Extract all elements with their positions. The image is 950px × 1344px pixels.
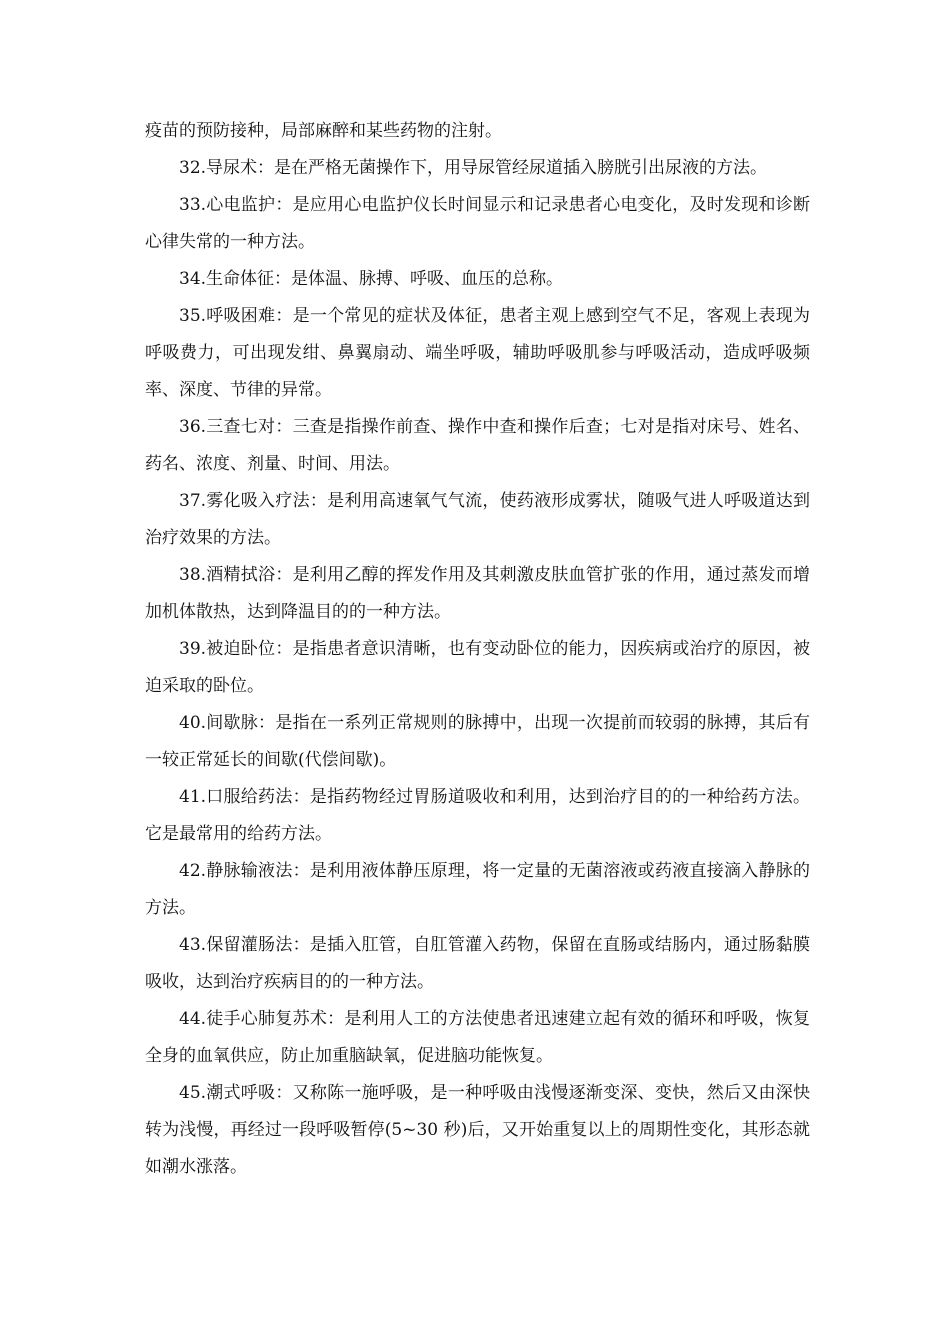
- paragraph-32: 32.导尿术：是在严格无菌操作下，用导尿管经尿道插入膀胱引出尿液的方法。: [179, 158, 768, 178]
- document-page: [145, 113, 810, 1186]
- paragraph-35: 35.呼吸困难：是一个常见的症状及体征，患者主观上感到空气不足，客观上表现为呼吸费力，可出现发绀、鼻翼扇动、端坐呼吸，辅助呼吸肌参与呼吸活动，造成呼吸频率、深度、节律的异常。: [145, 306, 810, 400]
- paragraph-43: 43.保留灌肠法：是插入肛管，自肛管灌入药物，保留在直肠或结肠内，通过肠黏膜吸收，达到治疗疾病目的的一种方法。: [145, 935, 810, 992]
- paragraph-0: 疫苗的预防接种，局部麻醉和某些药物的注射。: [145, 121, 502, 141]
- paragraph-33: 33.心电监护：是应用心电监护仪长时间显示和记录患者心电变化，及时发现和诊断心律失常的一种方法。: [145, 195, 810, 252]
- paragraph-39: 39.被迫卧位：是指患者意识清晰，也有变动卧位的能力，因疾病或治疗的原因，被迫采取的卧位。: [145, 639, 810, 696]
- paragraph-45: 45.潮式呼吸：又称陈一施呼吸，是一种呼吸由浅慢逐渐变深、变快，然后又由深快转为浅慢，再经过一段呼吸暂停(5~30 秒)后，又开始重复以上的周期性变化，其形态就如潮水涨落。: [145, 1083, 810, 1177]
- paragraph-42: 42.静脉输液法：是利用液体静压原理，将一定量的无菌溶液或药液直接滴入静脉的方法。: [145, 861, 810, 918]
- paragraph-44: 44.徒手心肺复苏术：是利用人工的方法使患者迅速建立起有效的循环和呼吸，恢复全身的血氧供应，防止加重脑缺氧，促进脑功能恢复。: [145, 1009, 810, 1066]
- paragraph-37: 37.雾化吸入疗法：是利用高速氧气气流，使药液形成雾状，随吸气进人呼吸道达到治疗效果的方法。: [145, 491, 810, 548]
- paragraph-34: 34.生命体征：是体温、脉搏、呼吸、血压的总称。: [179, 269, 564, 289]
- paragraph-41: 41.口服给药法：是指药物经过胃肠道吸收和利用，达到治疗目的的一种给药方法。它是最常用的给药方法。: [145, 787, 810, 844]
- paragraph-36: 36.三查七对：三查是指操作前查、操作中查和操作后查；七对是指对床号、姓名、药名、浓度、剂量、时间、用法。: [145, 417, 810, 474]
- paragraph-38: 38.酒精拭浴：是利用乙醇的挥发作用及其刺激皮肤血管扩张的作用，通过蒸发而增加机体散热，达到降温目的的一种方法。: [145, 565, 810, 622]
- paragraph-40: 40.间歇脉：是指在一系列正常规则的脉搏中，出现一次提前而较弱的脉搏，其后有一较正常延长的间歇(代偿间歇)。: [145, 713, 810, 770]
